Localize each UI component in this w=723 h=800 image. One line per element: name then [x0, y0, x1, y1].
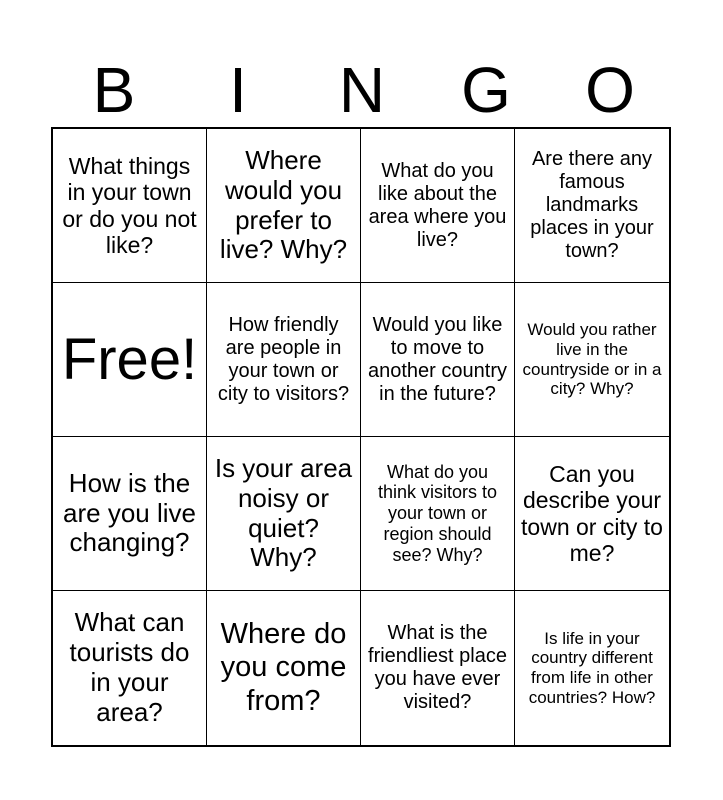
bingo-cell[interactable]: What can tourists do in your area? — [53, 591, 207, 745]
bingo-cell[interactable]: How is the are you live changing? — [53, 437, 207, 591]
header-letter-g: G — [461, 54, 511, 126]
bingo-cell[interactable]: Is life in your country different from life in other countries? How? — [528, 628, 656, 707]
bingo-cell[interactable]: Is your area noisy or quiet? Why? — [207, 437, 361, 591]
bingo-cell[interactable]: Would you rather live in the countryside or in a city? Why? — [515, 283, 669, 437]
bingo-header — [52, 50, 672, 130]
bingo-cell[interactable]: Are there any famous landmarks places in your town? — [515, 129, 669, 283]
bingo-cell[interactable]: Where would you prefer to live? Why? — [207, 129, 361, 283]
header-letter-b: B — [92, 54, 136, 126]
bingo-cell[interactable]: Can you describe your town or city to me? — [515, 437, 669, 591]
bingo-cell[interactable]: Where do you come from? — [207, 591, 361, 745]
bingo-cell[interactable]: Would you like to move to another country in the future? — [361, 283, 515, 437]
bingo-cell[interactable]: What is the friendliest place you have ever visited? — [361, 591, 515, 745]
bingo-board — [51, 127, 671, 747]
header-letter-o: O — [585, 54, 635, 126]
free-space-cell[interactable]: Free! — [53, 283, 207, 437]
header-letter-i: I — [229, 54, 247, 126]
header-letter-n: N — [338, 54, 386, 126]
bingo-cell[interactable]: What do you think visitors to your town or region should see? Why? — [361, 437, 515, 591]
bingo-cell[interactable]: What things in your town or do you not like? — [53, 129, 207, 283]
bingo-cell[interactable]: What do you like about the area where you live? — [361, 129, 515, 283]
bingo-cell[interactable]: How friendly are people in your town or city to visitors? — [207, 283, 361, 437]
